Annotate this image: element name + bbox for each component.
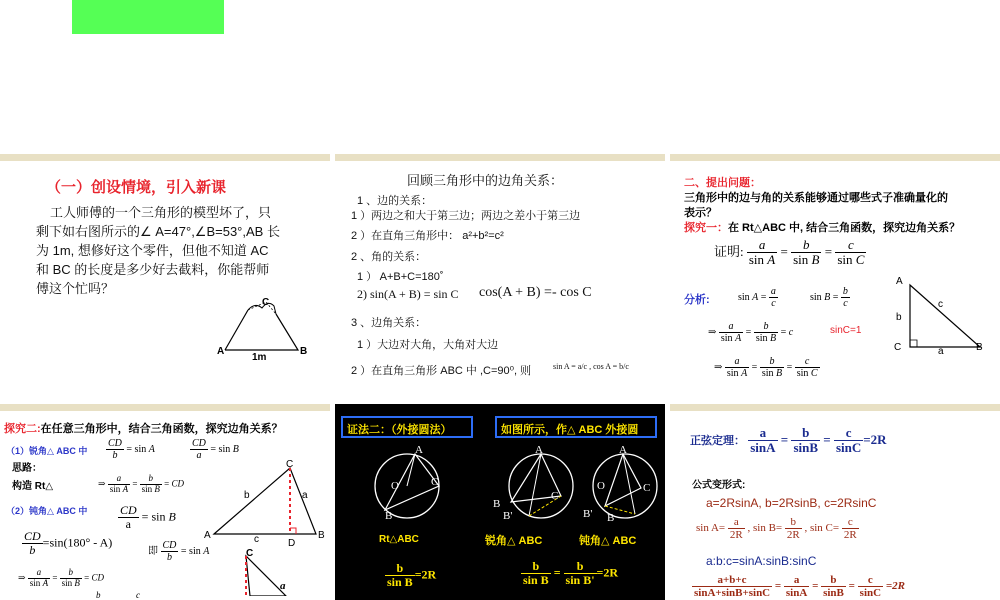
acute-eq-2: $\frac{CD}{a}$ = sin B [192,438,239,461]
green-block [72,0,224,34]
c1-label-c: C [431,476,439,488]
sinC-note: sinC=1 [830,325,862,336]
acute-eq-1: $\frac{CD}{b}$ = sin A [108,438,155,461]
frac-c-bottom: c [136,590,140,600]
construct-label: 构造 Rt△ [12,481,54,492]
acute-label-b: B [318,530,325,541]
heading-1: 二、提出问题： [684,177,761,189]
body-line-4: 和 BC 的长度是多少好去截料，你能帮师 [36,262,270,277]
law-formula: 正弦定理： $\frac{a}{\sin A}$ = $\frac{b}{\sin B}$ = $\frac{c}{\sin C}$ =2R [690,425,887,456]
c2-label-a: A [535,444,543,456]
frac-a-sinA: $\frac{a}{\text{sin A}}$ [748,237,776,268]
slide-band [335,154,665,161]
side-a: a [938,346,944,357]
c2-label-c: C [551,490,559,502]
variant-ratio: a:b:c=sinA:sinB:sinC [706,554,817,568]
c1-label-a: A [415,444,423,456]
acute-triangle-figure [206,456,330,596]
caption-rt: Rt△ABC [379,534,419,545]
label-c: C [262,297,270,308]
acute-side-b: b [244,490,250,501]
line-4: 2 、角的关系： [351,251,427,263]
idea-label: 思路： [12,463,42,474]
body-line-1: 工人师傅的一个三角形的模型坏了，只 [50,205,272,220]
variant-line-2: sin A= $\frac{a}{2R}$ , sin B= $\frac{b}{2R}$ , sin C= $\frac{c}{2R}$ [696,516,857,542]
slide-2-title: 回顾三角形中的边角关系： [407,173,564,188]
c2-label-b1: B' [503,510,513,522]
tri-label-b: B [976,342,983,353]
slide-1-title: （一）创设情境，引入新课 [46,179,227,196]
slide-band [0,404,330,411]
proof-label: 证明: [714,243,744,259]
side-b: b [896,312,902,323]
c3-label-a: A [619,444,627,456]
c3-label-b: B [607,512,615,524]
sinB-eq: sin B = $\frac{b}{c}$ [810,286,848,309]
frac-b-bottom: b [96,590,101,600]
sinA-eq: sin A = $\frac{a}{c}$ [738,286,776,309]
slide-4 [0,404,330,600]
frac-b-sinB: $\frac{b}{\text{sin B}}$ [793,237,820,268]
caption-acute: 锐角△ ABC [485,535,543,547]
explore-1 [684,219,960,235]
heading-2: 三角形中的边与角的关系能够通过哪些式子准确量化的 [684,192,948,204]
label-b: B [300,346,308,357]
acute-side-a: a [302,490,308,501]
eq-2: $\frac{b}{\text{sin B}}$ = $\frac{b}{\text{sin B'}}$ =2R [523,559,619,588]
label-a: A [217,346,225,357]
side-c: c [938,299,943,310]
slide-band [670,404,1000,411]
obtuse-result: ⇒ $\frac{a}{\text{sin A}}$ = $\frac{b}{\text{sin B}}$ = CD [18,567,104,588]
figure-box: 如图所示，作△ ABC 外接圆 [495,416,657,438]
obtuse-side-a: a [280,580,286,592]
line-11: sin A = a/c , cos A = b/c [553,362,629,371]
c3-label-c: C [643,482,651,494]
ratio-eq-2: ⇒ $\frac{a}{\text{sin A}}$ = $\frac{b}{\text{sin B}}$ = $\frac{c}{\text{sin C}}$ [714,356,818,379]
circles-figure [365,444,665,530]
line-1: 1 、边的关系： [357,195,433,207]
slide-6 [670,404,1000,600]
body-line-2: 剩下如右图所示的∠ A=47°,∠B=53°,AB 长 [36,224,280,239]
proof-formula: 证明: $\frac{a}{\text{sin A}}$ = $\frac{b}{\text{sin B}}$ = $\frac{c}{\text{sin C}}$ [714,237,865,268]
obtuse-eq-3: 即 $\frac{CD}{b}$ = sin A [148,540,210,563]
acute-side-c: c [254,534,259,545]
explore-text: 在 Rt△ABC 中, 结合三角函数，探究边角关系？ [728,222,961,234]
c3-label-o: O [597,480,605,492]
caption-obtuse: 钝角△ ABC [579,535,637,547]
slide-band [0,154,330,161]
title-label: 探究二: [4,423,41,435]
variant-sum: $\frac{a+b+c}{\sin A+\sin B+\sin C}$ = $\frac{a}{\sin A}$ = $\frac{b}{\sin B}$ = $\frac{c}{\sin C}$ =2R [694,574,905,600]
line-10: 2 ）在直角三角形 ABC 中 ,C=90⁰, 则 [351,365,532,377]
variant-line-1: a=2RsinA, b=2RsinB, c=2RsinC [706,496,877,510]
c3-label-b1: B' [583,508,593,520]
heading-3: 表示？ [684,207,717,219]
title-text: 在任意三角形中，结合三角函数，探究边角关系？ [40,423,283,435]
tri-label-c: C [894,342,902,353]
variants-label: 公式变形式: [692,480,746,491]
body-line-3: 为 1m, 想修好这个零件，但他不知道 AC [36,243,269,258]
line-5: 1 ） A+B+C=180˚ [357,271,444,283]
line-3: 2 ）在直角三角形中： a²+b²=c² [351,230,504,242]
c1-label-b: B [385,510,393,522]
slide-3 [670,154,1000,400]
slide-4-title [4,420,283,436]
acute-label-c: C [286,459,294,470]
slide-1 [0,154,330,400]
obtuse-label: （2）钝角△ ABC 中 [6,506,88,516]
line-7: cos(A + B) =- cos C [479,285,592,300]
analysis-label: 分析: [684,294,710,306]
explore-label: 探究一： [684,222,728,234]
c2-label-b: B [493,498,501,510]
acute-result: ⇒ $\frac{a}{\text{sin A}}$ = $\frac{b}{\text{sin B}}$ = CD [98,473,184,494]
ratio-eq-1: ⇒ $\frac{a}{\text{sin A}}$ = $\frac{b}{\text{sin B}}$ = c [708,321,794,344]
law-label: 正弦定理： [690,434,745,447]
tri-label-a: A [896,276,903,287]
line-9: 1 ）大边对大角，大角对大边 [357,339,499,351]
label-ab: 1m [252,352,267,363]
slide-band [670,154,1000,161]
method-box: 证法二：（外接圆法） [341,416,473,438]
acute-label: （1）锐角△ ABC 中 [6,446,88,456]
line-8: 3 、边角关系： [351,317,427,329]
line-6: 2) sin(A + B) = sin C [357,287,459,301]
slide-5 [335,404,665,600]
obtuse-eq-2: $\frac{CD}{b}$ =sin(180° - A) [24,529,113,558]
line-2: 1 ）两边之和大于第三边；两边之差小于第三边 [351,210,581,222]
c1-label-o: O [391,480,399,492]
slide-2 [335,154,665,400]
body-line-5: 傅这个忙吗？ [36,281,115,296]
frac-c-sinC: $\frac{c}{\text{sin C}}$ [837,237,865,268]
acute-label-d: D [288,538,296,549]
obtuse-label-c: C [246,548,254,559]
acute-label-a: A [204,530,211,541]
obtuse-eq-1: $\frac{CD}{a}$ = sin B [120,503,176,532]
eq-1: $\frac{b}{\text{sin B}}$ =2R [387,561,437,590]
